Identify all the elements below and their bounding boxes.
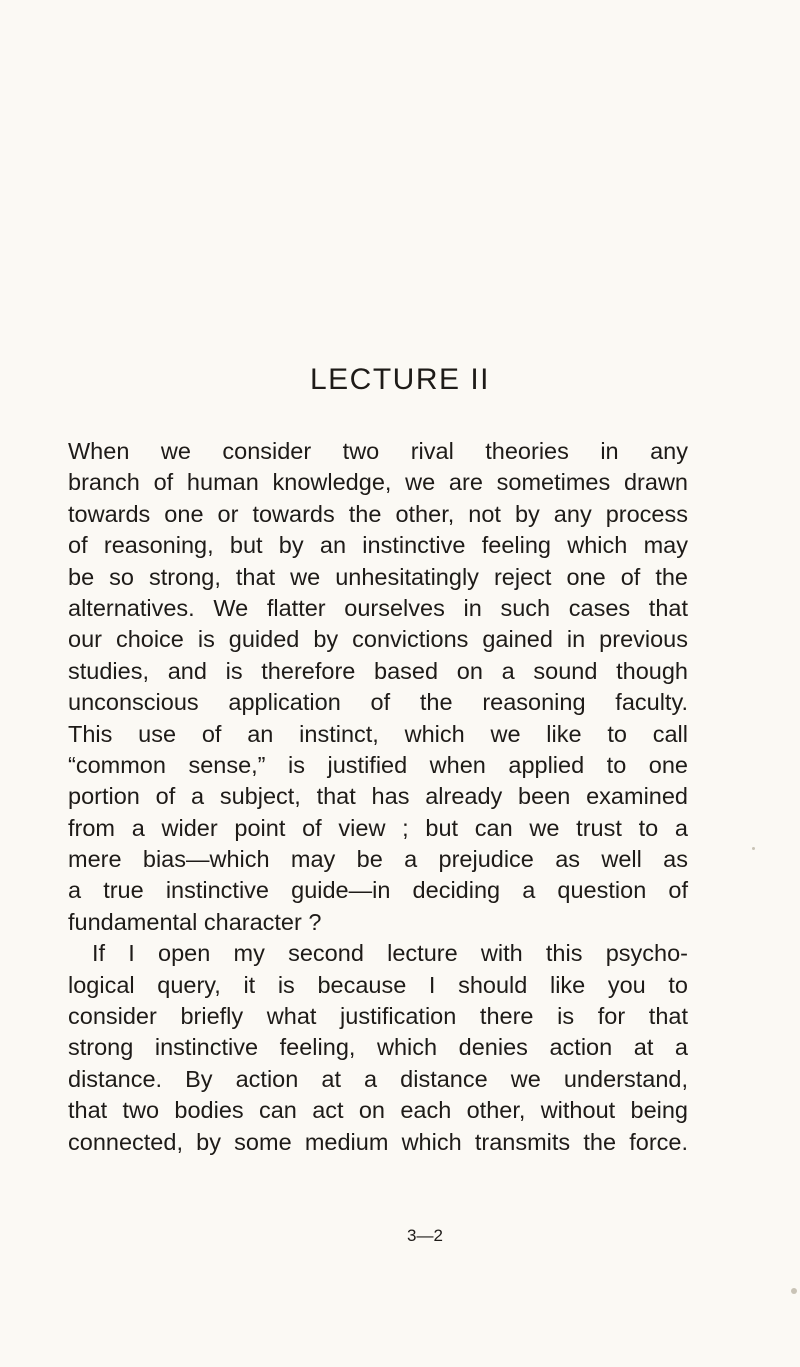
text-line: be so strong, that we unhesitatingly reject one of the [68,563,688,590]
text-line: consider briefly what justification there is for that [68,1003,688,1030]
text-line: branch of human knowledge, we are sometimes drawn [68,469,688,496]
lecture-heading: LECTURE II [309,363,491,396]
text-line: alternatives. We flatter ourselves in such cases that [68,594,688,621]
text-line: This use of an instinct, which we like to call [68,720,688,747]
text-line: logical query, it is because I should like you to [68,971,688,998]
text-line: connected, by some medium which transmits the force. [68,1128,688,1155]
paragraph-2 [68,938,688,1158]
paragraph-1 [68,436,688,938]
text-line: fundamental character ? [68,908,322,935]
signature-mark: 3—2 [407,1226,443,1245]
text-line: distance. By action at a distance we understand, [68,1065,688,1092]
paper-speck [791,1288,797,1294]
text-line: strong instinctive feeling, which denies action at a [68,1034,688,1061]
text-line: mere bias—which may be a prejudice as well as [68,846,688,873]
text-line: portion of a subject, that has already been examined [68,783,688,810]
text-line: studies, and is therefore based on a sound though [68,657,688,684]
text-line: “common sense,” is justified when applied to one [68,751,688,778]
text-line: from a wider point of view ; but can we trust to a [68,814,688,841]
paper-speck [752,847,755,850]
text-line: our choice is guided by convictions gained in previous [68,626,688,653]
text-line: a true instinctive guide—in deciding a question of [68,877,688,904]
text-line: of reasoning, but by an instinctive feeling which may [68,532,688,559]
text-line: that two bodies can act on each other, without being [68,1097,688,1124]
text-line: towards one or towards the other, not by any process [68,500,688,527]
body-text [68,436,688,1158]
text-line: unconscious application of the reasoning faculty. [68,689,688,716]
text-line: If I open my second lecture with this psycho- [92,940,688,967]
text-line: When we consider two rival theories in any [68,438,688,464]
